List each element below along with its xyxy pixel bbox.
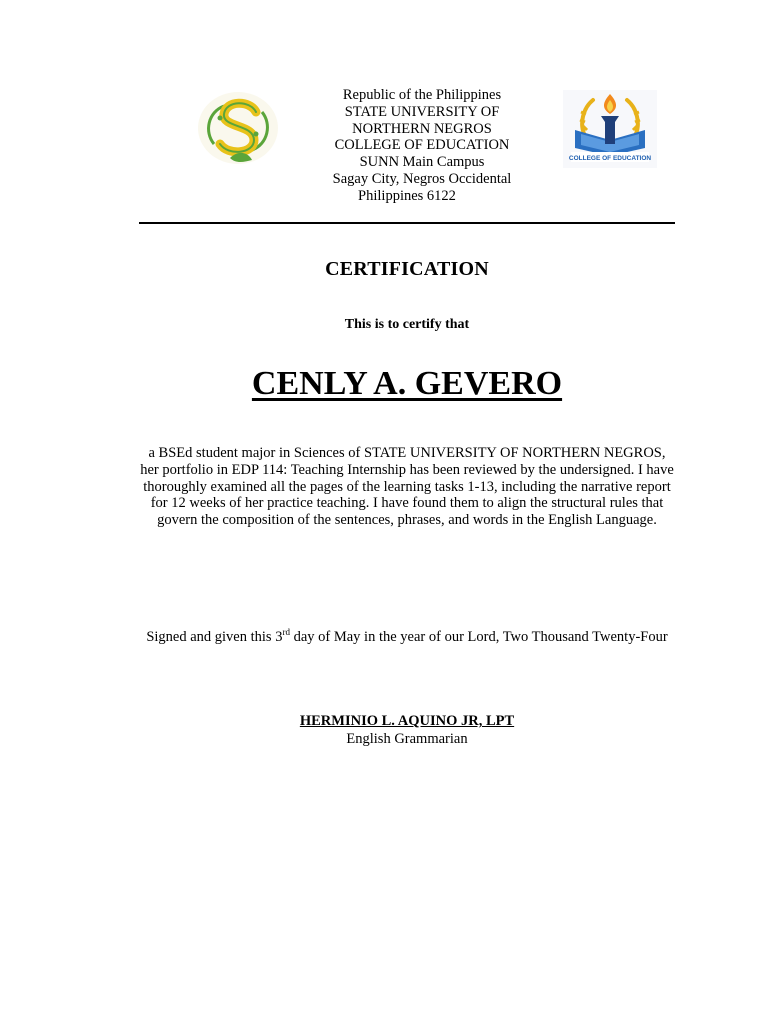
college-logo-text: COLLEGE OF EDUCATION xyxy=(568,155,652,162)
recipient-name: CENLY A. GEVERO xyxy=(251,365,563,402)
signed-prefix: Signed and given this 3 xyxy=(146,629,283,645)
university-seal-logo xyxy=(190,88,286,168)
signatory-name: HERMINIO L. AQUINO JR, LPT xyxy=(299,713,515,729)
certify-intro: This is to certify that xyxy=(344,317,470,332)
letterhead xyxy=(300,87,544,205)
college-of-education-logo xyxy=(563,90,657,168)
letterhead-line: Sagay City, Negros Occidental xyxy=(332,170,512,187)
letterhead-line: STATE UNIVERSITY OF xyxy=(344,103,500,120)
letterhead-line: Republic of the Philippines xyxy=(342,87,502,103)
letterhead-line: SUNN Main Campus xyxy=(359,154,485,171)
letterhead-line: Philippines 6122 xyxy=(358,187,456,204)
letterhead-line: COLLEGE OF EDUCATION xyxy=(334,137,510,154)
signed-suffix: day of May in the year of our Lord, Two Thousand Twenty-Four xyxy=(289,629,668,645)
document-title: CERTIFICATION xyxy=(325,258,489,280)
letterhead-line: NORTHERN NEGROS xyxy=(352,120,492,137)
signed-date-statement xyxy=(139,629,675,647)
certification-body: a BSEd student major in Sciences of STATE UNIVERSITY OF NORTHERN NEGROS, her portfolio in EDP 114: Teaching Internship has been reviewed by the undersigned. I have thoroughly examined all the pages of the learning tasks 1-13, including the narrative report for 12 weeks of her practice teaching. I have found them to align the structural rules that govern the composition of the sentences, phrases, and words in the English Language. xyxy=(140,445,674,529)
signatory-title: English Grammarian xyxy=(346,731,468,747)
letterhead-divider xyxy=(139,222,675,224)
signed-ordinal: rd xyxy=(282,627,290,637)
